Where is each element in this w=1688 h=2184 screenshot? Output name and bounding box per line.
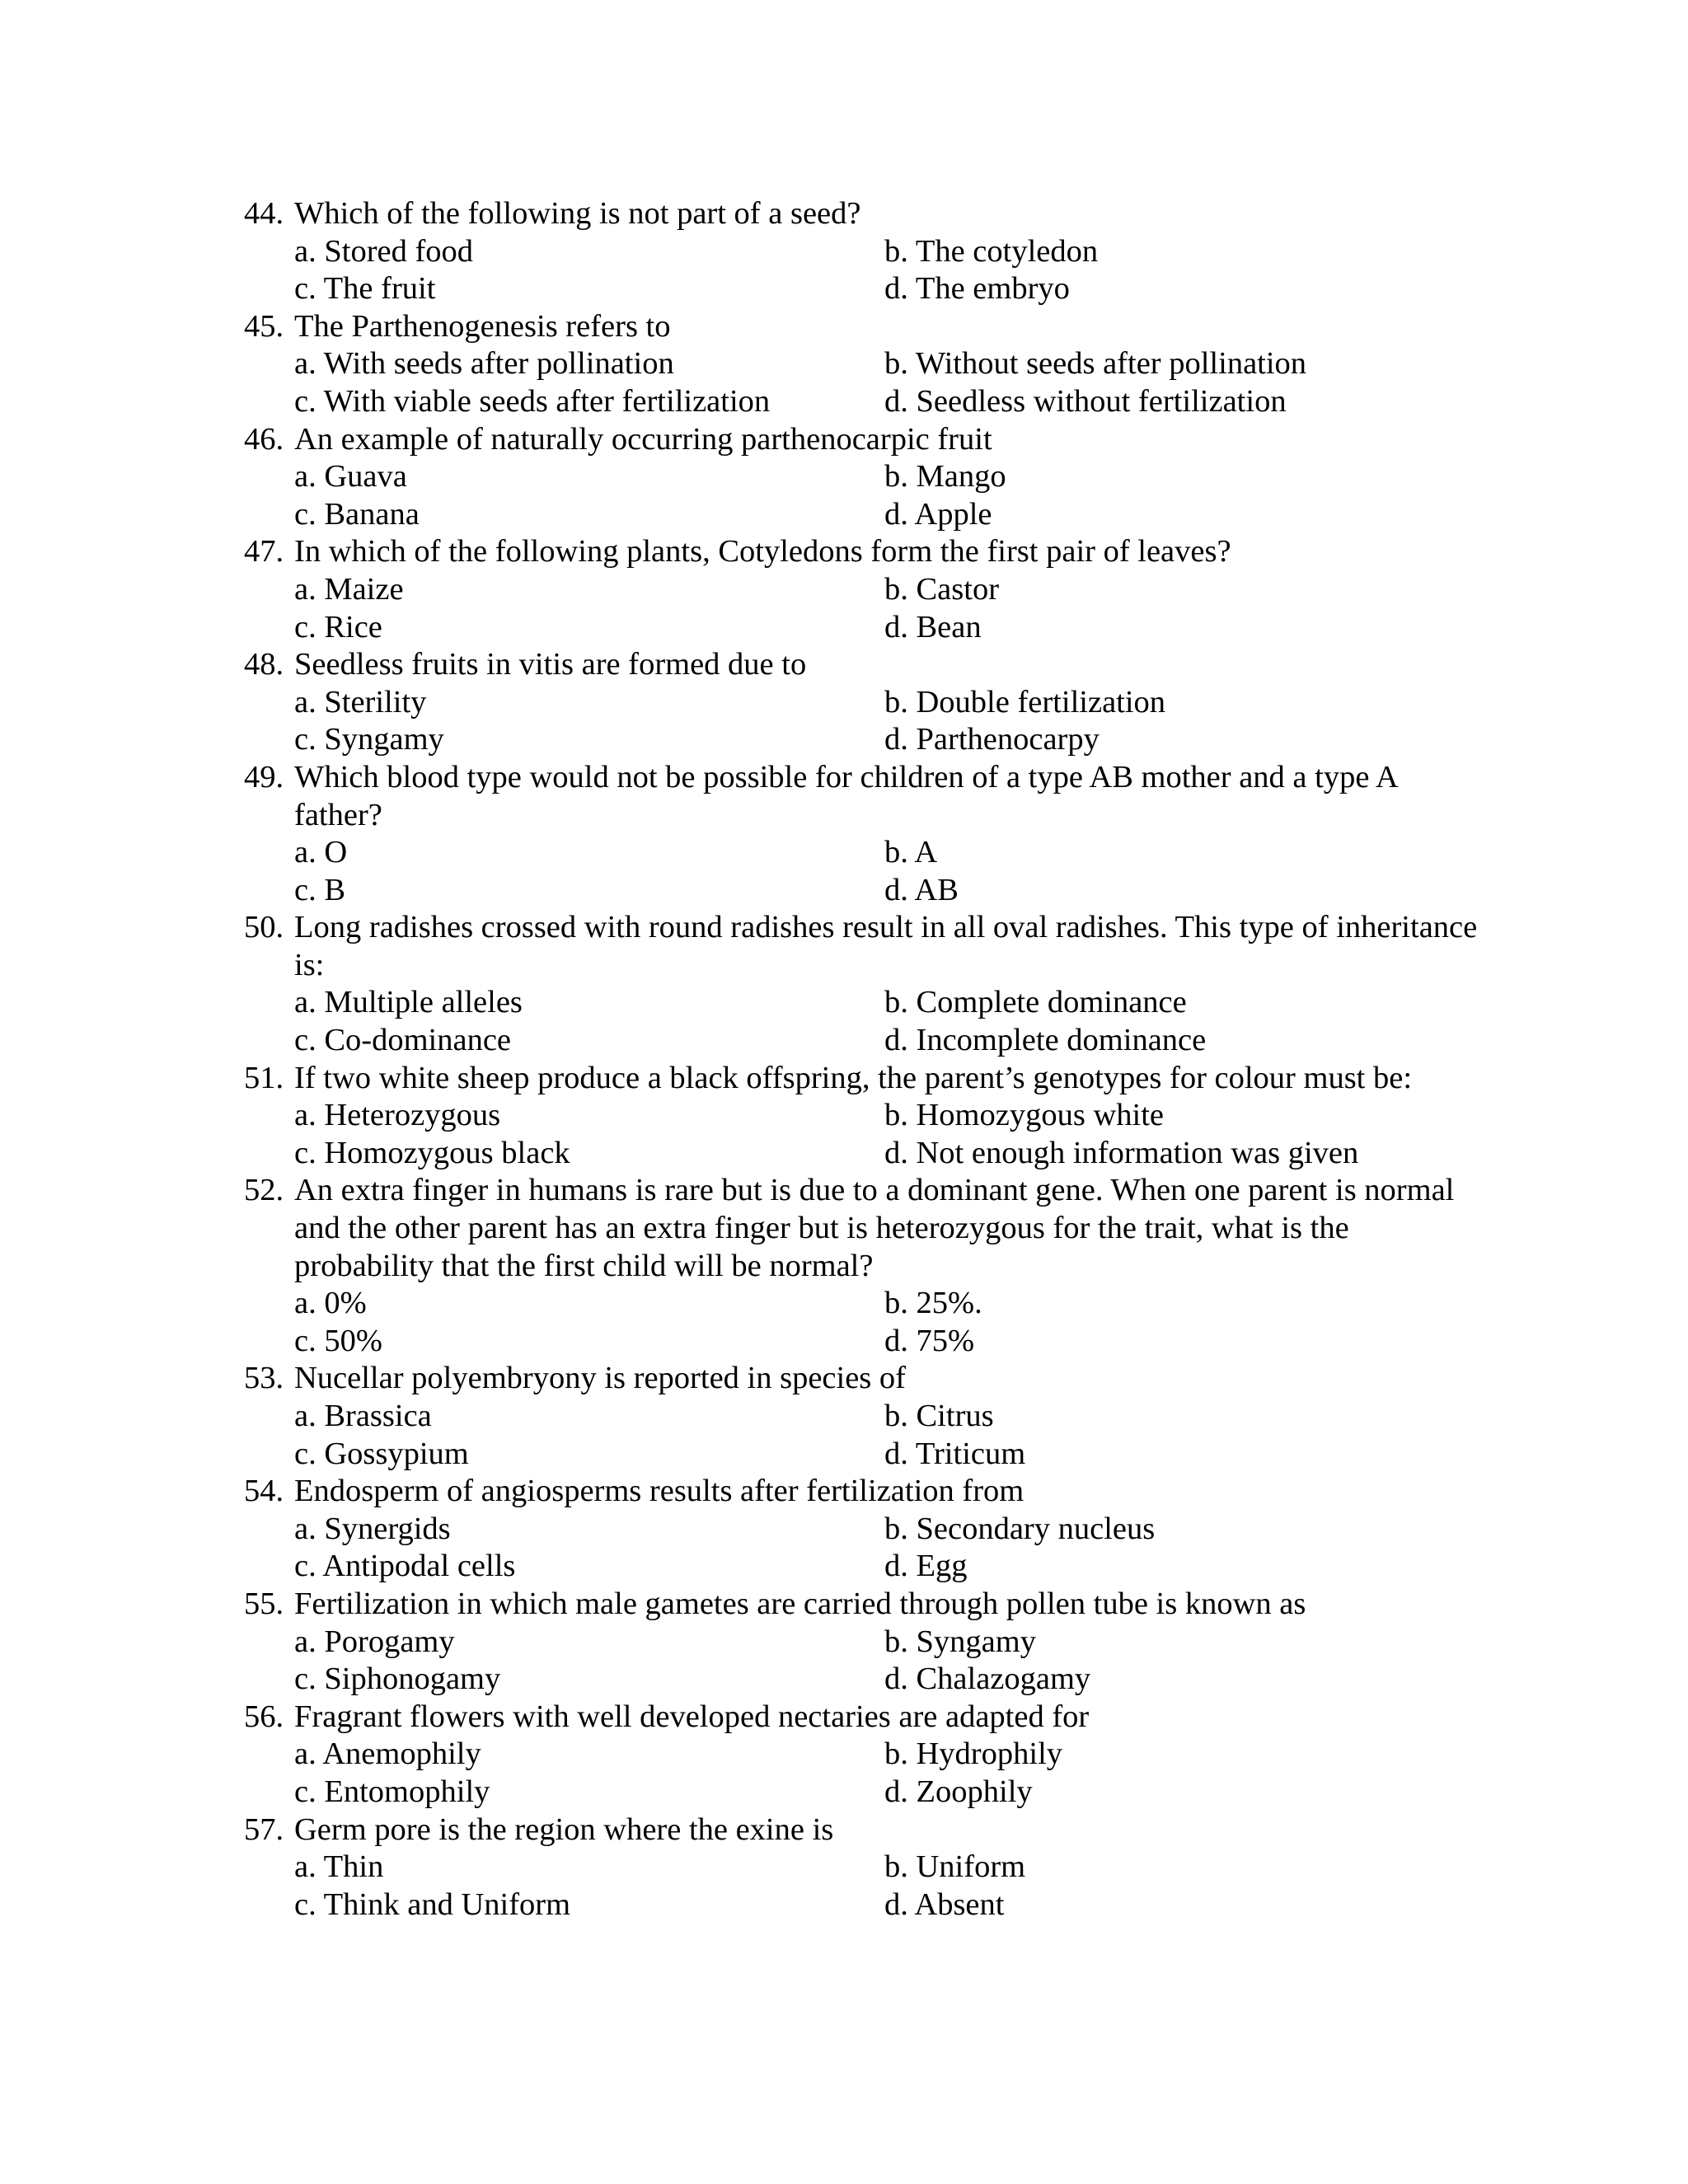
option-letter: a.: [294, 1098, 316, 1133]
option-row: [244, 872, 1480, 910]
option-row: [244, 383, 1480, 421]
answer-option: [884, 1398, 994, 1436]
option-row: [244, 1285, 1480, 1323]
option-text: Heterozygous: [324, 1098, 501, 1133]
option-text: Brassica: [324, 1399, 432, 1433]
option-letter: c.: [294, 1661, 316, 1697]
answer-option: [884, 233, 1098, 271]
answer-option: [294, 1323, 884, 1361]
question-stem: [244, 759, 1480, 834]
option-letter: d.: [884, 383, 908, 419]
answer-option: [884, 1097, 1164, 1135]
option-text: The embryo: [915, 271, 1070, 307]
question-number: 51.: [244, 1060, 284, 1095]
option-letter: b.: [884, 1399, 908, 1433]
option-letter: d.: [884, 1661, 908, 1697]
option-text: Hydrophily: [916, 1736, 1063, 1772]
answer-option: [294, 984, 884, 1022]
option-letter: a.: [294, 985, 316, 1020]
option-letter: d.: [884, 1135, 908, 1170]
option-text: Bean: [916, 609, 982, 644]
option-letter: c.: [294, 1549, 316, 1584]
option-text: Chalazogamy: [916, 1661, 1091, 1697]
answer-option: [884, 1022, 1206, 1060]
option-letter: b.: [884, 571, 908, 607]
question-number: 55.: [244, 1586, 284, 1621]
question-text: Which blood type would not be possible for children of a type AB mother and a type A father?: [294, 759, 1397, 832]
option-row: [244, 571, 1480, 609]
option-letter: c.: [294, 609, 316, 644]
answer-option: [884, 1323, 974, 1361]
option-text: Parthenocarpy: [916, 722, 1100, 757]
question-number: 57.: [244, 1811, 284, 1847]
question-text: Which of the following is not part of a seed?: [294, 196, 861, 231]
answer-option: [884, 721, 1100, 759]
option-text: The cotyledon: [915, 233, 1099, 269]
option-row: [244, 496, 1480, 534]
option-text: Thin: [323, 1849, 384, 1885]
question-list: [244, 195, 1480, 1924]
option-text: A: [914, 835, 938, 870]
option-text: Seedless without fertilization: [916, 383, 1287, 419]
answer-option: [294, 1135, 884, 1173]
option-letter: c.: [294, 1436, 316, 1471]
answer-option: [294, 1548, 884, 1586]
option-text: AB: [914, 872, 959, 907]
option-text: With seeds after pollination: [323, 346, 674, 382]
answer-option: [294, 458, 884, 496]
option-letter: d.: [884, 609, 908, 644]
option-row: [244, 345, 1480, 383]
option-text: Castor: [916, 571, 1000, 607]
option-text: Co-dominance: [324, 1023, 512, 1058]
option-letter: d.: [884, 1023, 908, 1058]
question-stem: [244, 1699, 1480, 1736]
option-text: Apple: [914, 496, 992, 532]
option-text: Secondary nucleus: [916, 1511, 1156, 1546]
answer-option: [294, 1736, 884, 1774]
question-item: [244, 1811, 1480, 1924]
option-letter: c.: [294, 872, 316, 907]
answer-option: [884, 1661, 1090, 1699]
option-letter: d.: [884, 1323, 908, 1358]
question-stem: [244, 1473, 1480, 1511]
answer-option: [884, 1849, 1025, 1886]
option-text: Uniform: [916, 1849, 1026, 1885]
option-letter: a.: [294, 571, 316, 607]
answer-option: [294, 233, 884, 271]
option-text: Antipodal cells: [322, 1549, 516, 1584]
answer-option: [884, 1624, 1036, 1661]
answer-option: [294, 684, 884, 722]
option-text: Complete dominance: [916, 985, 1187, 1020]
answer-option: [884, 684, 1165, 722]
option-letter: c.: [294, 1135, 316, 1170]
answer-option: [294, 609, 884, 647]
answer-option: [884, 984, 1187, 1022]
option-row: [244, 1886, 1480, 1924]
question-item: [244, 1172, 1480, 1360]
option-letter: b.: [884, 1849, 908, 1885]
option-letter: a.: [294, 1399, 316, 1433]
option-letter: c.: [294, 1774, 316, 1809]
option-text: Not enough information was given: [916, 1135, 1359, 1170]
answer-option: [884, 1135, 1358, 1173]
option-letter: d.: [884, 872, 908, 907]
answer-option: [884, 834, 937, 872]
option-row: [244, 721, 1480, 759]
answer-option: [294, 1398, 884, 1436]
option-text: Synergids: [324, 1511, 451, 1546]
option-text: 75%: [916, 1323, 975, 1358]
option-letter: b.: [884, 459, 908, 494]
option-letter: d.: [884, 722, 908, 757]
option-text: Incomplete dominance: [916, 1023, 1207, 1058]
option-text: Mango: [916, 459, 1006, 494]
answer-option: [294, 496, 884, 534]
option-letter: a.: [294, 835, 316, 870]
answer-option: [294, 1022, 884, 1060]
option-text: 50%: [324, 1323, 382, 1358]
question-stem: [244, 421, 1480, 459]
question-stem: [244, 195, 1480, 233]
question-number: 44.: [244, 196, 284, 231]
answer-option: [294, 1774, 884, 1811]
question-text: Germ pore is the region where the exine is: [294, 1811, 834, 1847]
option-text: Porogamy: [324, 1624, 455, 1659]
question-item: [244, 909, 1480, 1059]
answer-option: [884, 571, 999, 609]
option-letter: a.: [294, 233, 316, 269]
option-text: Guava: [324, 459, 407, 494]
question-item: [244, 421, 1480, 534]
answer-option: [884, 1548, 968, 1586]
option-row: [244, 1511, 1480, 1549]
answer-option: [884, 872, 959, 910]
option-letter: a.: [294, 459, 316, 494]
question-item: [244, 195, 1480, 308]
option-letter: c.: [294, 1323, 316, 1358]
answer-option: [294, 1886, 884, 1924]
option-letter: d.: [884, 1774, 908, 1809]
question-text: An extra finger in humans is rare but is due to a dominant gene. When one parent is normal and the other parent has an extra finger but is heterozygous for the trait, what is the probability that the first child will be normal?: [294, 1173, 1455, 1283]
answer-option: [884, 1774, 1033, 1811]
question-text: An example of naturally occurring parthenocarpic fruit: [294, 421, 992, 457]
question-item: [244, 1060, 1480, 1173]
option-row: [244, 1097, 1480, 1135]
option-text: Rice: [324, 609, 382, 644]
question-stem: [244, 646, 1480, 684]
question-text: Seedless fruits in vitis are formed due to: [294, 647, 807, 682]
question-number: 52.: [244, 1173, 284, 1208]
option-letter: c.: [294, 1023, 316, 1058]
question-item: [244, 759, 1480, 909]
answer-option: [884, 496, 992, 534]
option-letter: a.: [294, 684, 316, 719]
answer-option: [294, 1849, 884, 1886]
answer-option: [294, 1661, 884, 1699]
question-number: 46.: [244, 421, 284, 457]
answer-option: [884, 1285, 982, 1323]
option-text: Zoophily: [916, 1774, 1033, 1809]
question-number: 49.: [244, 759, 284, 794]
option-letter: b.: [884, 835, 908, 870]
answer-option: [294, 1624, 884, 1661]
option-row: [244, 1548, 1480, 1586]
answer-option: [884, 270, 1070, 308]
option-text: Triticum: [915, 1436, 1026, 1471]
question-stem: [244, 308, 1480, 346]
option-letter: d.: [884, 1886, 908, 1922]
answer-option: [884, 458, 1006, 496]
option-row: [244, 1436, 1480, 1474]
question-text: Nucellar polyembryony is reported in species of: [294, 1361, 906, 1396]
option-letter: b.: [884, 1736, 908, 1772]
answer-option: [884, 1736, 1062, 1774]
option-row: [244, 1135, 1480, 1173]
answer-option: [294, 383, 884, 421]
option-row: [244, 458, 1480, 496]
option-text: Anemophily: [322, 1736, 481, 1772]
option-text: Absent: [914, 1886, 1005, 1922]
option-row: [244, 609, 1480, 647]
option-letter: a.: [294, 1511, 316, 1546]
answer-option: [294, 872, 884, 910]
question-item: [244, 1699, 1480, 1811]
option-letter: a.: [294, 1849, 316, 1885]
option-row: [244, 684, 1480, 722]
option-letter: b.: [884, 985, 908, 1020]
option-letter: c.: [294, 722, 316, 757]
answer-option: [294, 345, 884, 383]
answer-option: [884, 1886, 1004, 1924]
option-text: Multiple alleles: [324, 985, 523, 1020]
question-number: 45.: [244, 308, 284, 344]
question-text: Long radishes crossed with round radishes result in all oval radishes. This type of inheritance is:: [294, 910, 1478, 982]
option-text: 0%: [324, 1286, 367, 1321]
question-item: [244, 533, 1480, 646]
option-letter: c.: [294, 1886, 316, 1922]
option-row: [244, 1849, 1480, 1886]
option-text: B: [324, 872, 346, 907]
answer-option: [294, 1097, 884, 1135]
option-row: [244, 1624, 1480, 1661]
question-number: 47.: [244, 534, 284, 569]
answer-option: [884, 383, 1287, 421]
question-stem: [244, 1811, 1480, 1849]
option-text: Banana: [324, 496, 420, 532]
question-number: 50.: [244, 910, 284, 945]
option-text: Egg: [916, 1549, 968, 1584]
question-text: Fragrant flowers with well developed nectaries are adapted for: [294, 1699, 1090, 1734]
option-row: [244, 1774, 1480, 1811]
option-text: Entomophily: [324, 1774, 490, 1809]
option-row: [244, 1661, 1480, 1699]
option-letter: a.: [294, 1286, 316, 1321]
question-stem: [244, 533, 1480, 571]
option-text: Homozygous black: [324, 1135, 570, 1170]
option-text: Double fertilization: [916, 684, 1166, 719]
option-letter: c.: [294, 271, 316, 307]
option-letter: b.: [884, 1624, 908, 1659]
option-letter: d.: [884, 1549, 908, 1584]
option-text: The fruit: [323, 271, 436, 307]
question-item: [244, 308, 1480, 421]
question-number: 56.: [244, 1699, 284, 1734]
answer-option: [884, 609, 982, 647]
option-letter: b.: [884, 684, 908, 719]
option-row: [244, 834, 1480, 872]
answer-option: [294, 1285, 884, 1323]
option-row: [244, 1022, 1480, 1060]
option-letter: b.: [884, 1286, 908, 1321]
option-letter: b.: [884, 346, 908, 382]
option-letter: a.: [294, 1624, 316, 1659]
option-text: Stored food: [324, 233, 474, 269]
question-text: The Parthenogenesis refers to: [294, 308, 671, 344]
answer-option: [884, 1436, 1025, 1474]
option-letter: d.: [884, 496, 908, 532]
option-text: Sterility: [324, 684, 427, 719]
question-text: In which of the following plants, Cotyledons form the first pair of leaves?: [294, 534, 1231, 569]
question-number: 54.: [244, 1474, 284, 1509]
question-stem: [244, 1060, 1480, 1098]
answer-option: [884, 1511, 1155, 1549]
question-item: [244, 1473, 1480, 1586]
option-letter: b.: [884, 1098, 908, 1133]
question-item: [244, 1586, 1480, 1699]
answer-option: [294, 1436, 884, 1474]
answer-option: [294, 834, 884, 872]
option-text: Syngamy: [324, 722, 444, 757]
option-text: Homozygous white: [916, 1098, 1164, 1133]
answer-option: [884, 345, 1306, 383]
option-letter: a.: [294, 346, 316, 382]
answer-option: [294, 1511, 884, 1549]
option-text: Think and Uniform: [323, 1886, 571, 1922]
answer-option: [294, 270, 884, 308]
option-row: [244, 984, 1480, 1022]
question-item: [244, 646, 1480, 759]
option-row: [244, 1398, 1480, 1436]
question-text: Fertilization in which male gametes are carried through pollen tube is known as: [294, 1586, 1306, 1621]
answer-option: [294, 571, 884, 609]
option-letter: b.: [884, 1511, 908, 1546]
question-text: If two white sheep produce a black offspring, the parent’s genotypes for colour must be:: [294, 1060, 1413, 1095]
option-row: [244, 1323, 1480, 1361]
option-row: [244, 233, 1480, 271]
option-text: 25%.: [916, 1286, 982, 1321]
question-number: 53.: [244, 1361, 284, 1396]
question-text: Endosperm of angiosperms results after fertilization from: [294, 1474, 1025, 1509]
option-text: O: [324, 835, 348, 870]
option-text: Syngamy: [916, 1624, 1036, 1659]
option-letter: d.: [884, 271, 908, 307]
option-row: [244, 1736, 1480, 1774]
option-letter: c.: [294, 496, 316, 532]
option-text: Without seeds after pollination: [915, 346, 1307, 382]
option-text: Gossypium: [324, 1436, 469, 1471]
option-letter: a.: [294, 1736, 316, 1772]
question-number: 48.: [244, 647, 284, 682]
option-letter: b.: [884, 233, 908, 269]
question-stem: [244, 1172, 1480, 1285]
option-letter: c.: [294, 383, 316, 419]
option-letter: d.: [884, 1436, 908, 1471]
option-text: Siphonogamy: [324, 1661, 501, 1697]
answer-option: [294, 721, 884, 759]
option-text: With viable seeds after fertilization: [323, 383, 771, 419]
option-text: Maize: [324, 571, 404, 607]
question-stem: [244, 1360, 1480, 1398]
question-stem: [244, 909, 1480, 984]
option-text: Citrus: [916, 1399, 994, 1433]
question-stem: [244, 1586, 1480, 1624]
question-item: [244, 1360, 1480, 1473]
option-row: [244, 270, 1480, 308]
